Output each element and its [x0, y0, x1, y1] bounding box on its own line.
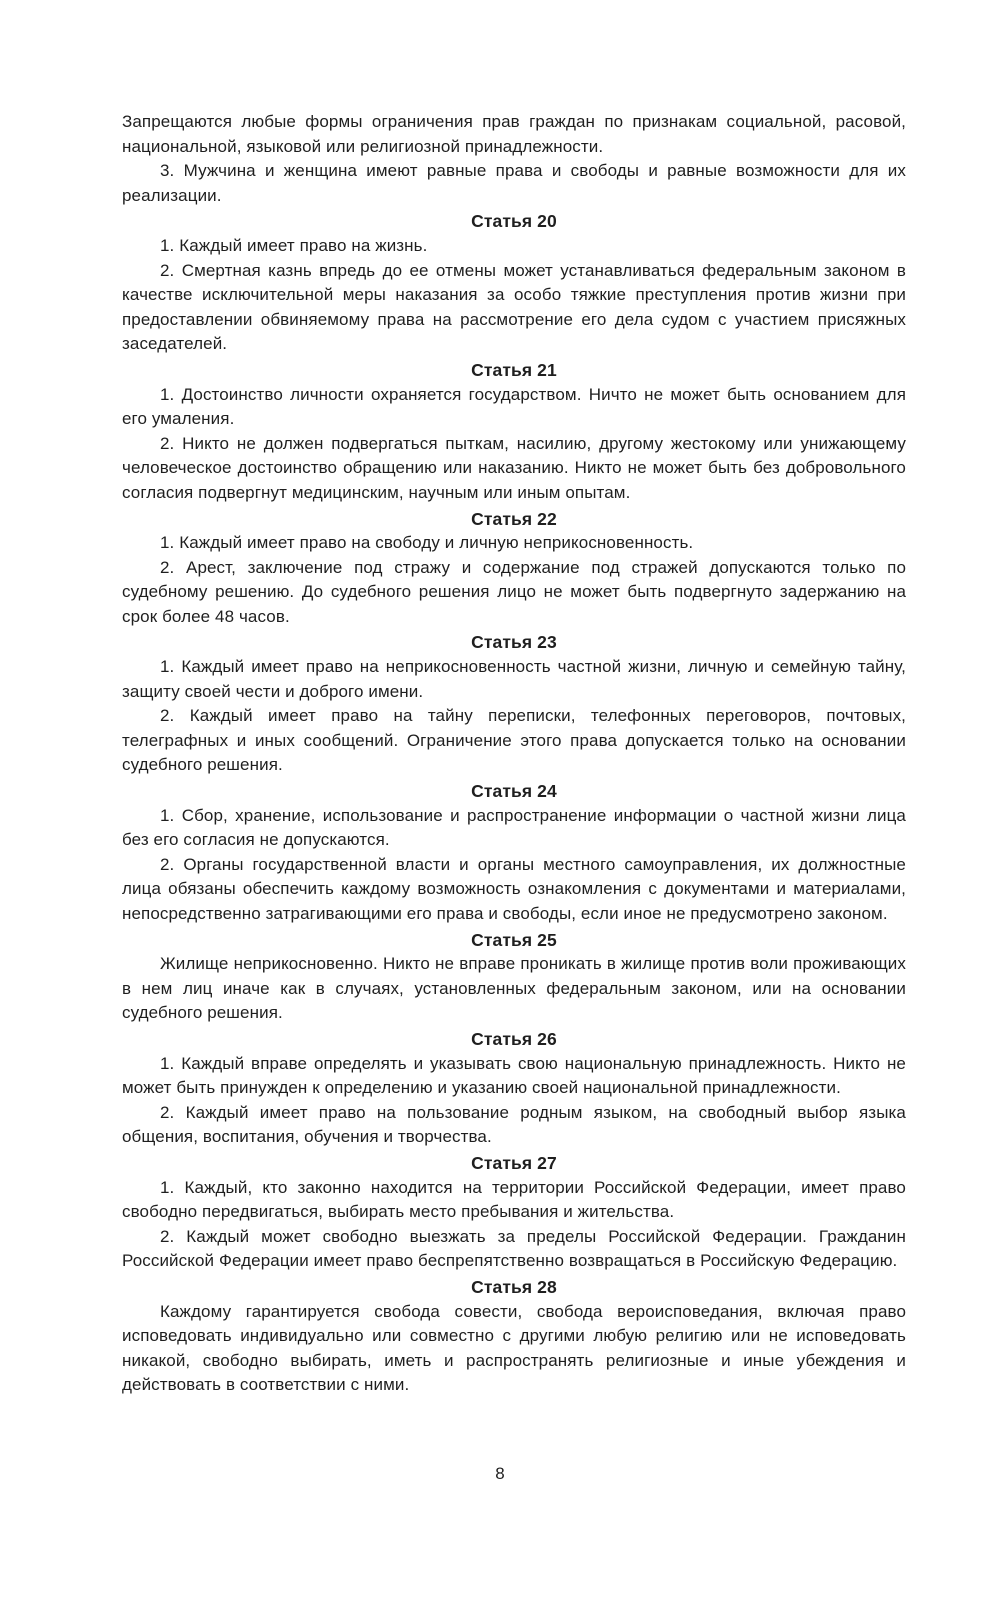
paragraph-article-3-0: 1. Каждый имеет право на неприкосновенность частной жизни, личную и семейную тайну, защиту своей чести и доброго имени.	[122, 657, 906, 701]
paragraph-article-1-0: 1. Достоинство личности охраняется государством. Ничто не может быть основанием для его умаления.	[122, 384, 906, 429]
paragraph-article-7-0: 1. Каждый, кто законно находится на территории Российской Федерации, имеет право свободно передвигаться, выбирать место пребывания и жительства.	[122, 1177, 906, 1222]
paragraph-article-0-0: 1. Каждый имеет право на жизнь.	[160, 235, 428, 255]
article-heading-8: Статья 28	[471, 1276, 557, 1297]
article-heading-6: Статья 26	[471, 1028, 557, 1049]
paragraph-article-6-1: 2. Каждый имеет право на пользование родным языком, на свободный выбор языка общения, воспитания, обучения и творчества.	[122, 1102, 906, 1147]
article-heading-2: Статья 22	[471, 508, 557, 529]
paragraph-article-2-0: 1. Каждый имеет право на свободу и личную неприкосновенность.	[160, 533, 694, 553]
article-heading-5: Статья 25	[471, 929, 557, 950]
article-heading-7: Статья 27	[471, 1152, 557, 1173]
article-heading-1: Статья 21	[471, 359, 557, 380]
paragraph-article-6-0: 1. Каждый вправе определять и указывать свою национальную принадлежность. Никто не может быть принужден к определению и указанию своей национальной принадлежности.	[122, 1053, 906, 1098]
paragraph-article-4-0: 1. Сбор, хранение, использование и распространение информации о частной жизни лица без его согласия не допускаются.	[122, 805, 906, 850]
paragraph-lead-0: Запрещаются любые формы ограничения прав граждан по признакам социальной, расовой, национальной, языковой или религиозной принадлежности.	[122, 112, 906, 156]
paragraph-article-7-1: 2. Каждый может свободно выезжать за пределы Российской Федерации. Гражданин Российской Федерации имеет право беспрепятственно возвращаться в Российскую Федерацию.	[122, 1226, 906, 1271]
document-body	[122, 110, 906, 1398]
paragraph-article-0-1: 2. Смертная казнь впредь до ее отмены может устанавливаться федеральным законом в качестве исключительной меры наказания за особо тяжкие преступления против жизни при предоставлении обвиняемому права на рассмотрение его дела судом с участием присяжных заседателей.	[122, 260, 906, 354]
paragraph-article-2-1: 2. Арест, заключение под стражу и содержание под стражей допускаются только по судебному решению. До судебного решения лицо не может быть подвергнуто задержанию на срок более 48 часов.	[122, 557, 906, 626]
article-heading-0: Статья 20	[471, 211, 557, 232]
article-heading-3: Статья 23	[471, 632, 557, 653]
paragraph-article-1-1: 2. Никто не должен подвергаться пыткам, насилию, другому жестокому или унижающему человеческое достоинство обращению или наказанию. Никто не может быть без добровольного согласия подвергнут медицинским, научным или иным опытам.	[122, 433, 906, 502]
paragraph-article-4-1: 2. Органы государственной власти и органы местного самоуправления, их должностные лица обязаны обеспечить каждому возможность ознакомления с документами и материалами, непосредственно затрагивающими его права и свободы, если иное не предусмотрено законом.	[122, 854, 906, 923]
paragraph-article-8-0: Каждому гарантируется свобода совести, свобода вероисповедания, включая право исповедовать индивидуально или совместно с другими любую религию или не исповедовать никакой, свободно выбирать, иметь и распространять религиозные и иные убеждения и действовать в соответствии с ними.	[122, 1301, 906, 1395]
paragraph-article-3-1: 2. Каждый имеет право на тайну переписки, телефонных переговоров, почтовых, телеграфных и иных сообщений. Ограничение этого права допускается только на основании судебного решения.	[122, 706, 906, 775]
paragraph-lead-1: 3. Мужчина и женщина имеют равные права и свободы и равные возможности для их реализации.	[122, 161, 906, 205]
article-heading-4: Статья 24	[471, 781, 557, 802]
paragraph-article-5-0: Жилище неприкосновенно. Никто не вправе проникать в жилище против воли проживающих в нем лиц иначе как в случаях, установленных федеральным законом, или на основании судебного решения.	[122, 954, 906, 1023]
page-number: 8	[495, 1464, 505, 1483]
